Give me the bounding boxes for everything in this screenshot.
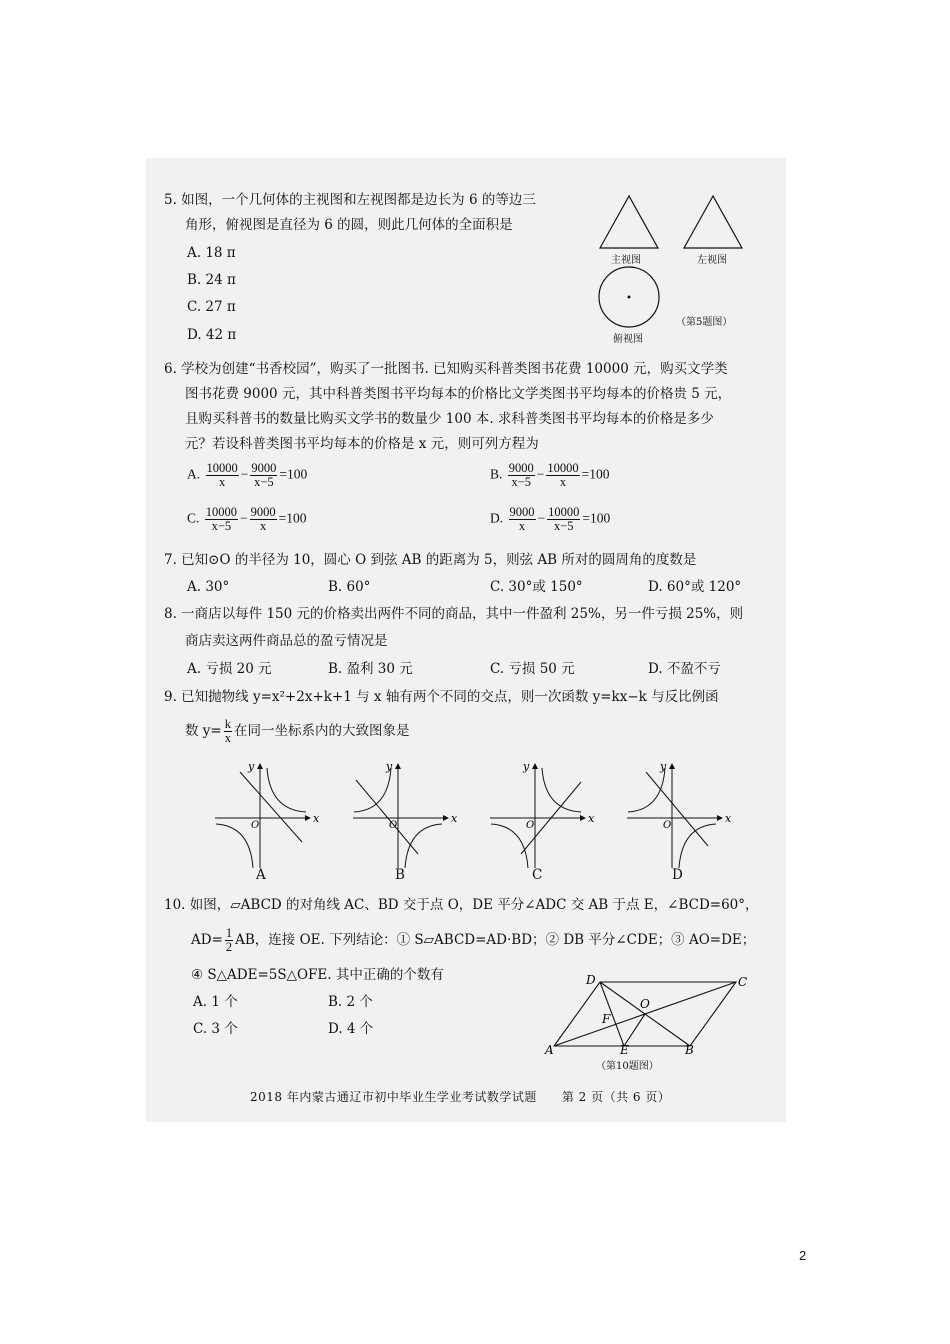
q10-option-d: D. 4 个 xyxy=(328,1021,374,1037)
q8-option-d: D. 不盈不亏 xyxy=(648,661,721,677)
q10-option-c: C. 3 个 xyxy=(193,1021,238,1037)
q9-graph-c xyxy=(485,758,595,878)
q9-graph-d xyxy=(622,758,732,878)
q6-line4: 元？若设科普类图书平均每本的价格是 x 元，则可列方程为 xyxy=(185,436,539,452)
point-o-label: O xyxy=(640,997,650,1011)
q9-graph-a xyxy=(210,758,320,878)
q6-line3: 且购买科普书的数量比购买文学书的数量少 100 本. 求科普类图书平均每本的价格是多少 xyxy=(185,411,714,427)
left-view-triangle xyxy=(684,196,742,248)
q7-option-a: A. 30° xyxy=(187,579,230,595)
q5-line1: 5. 如图，一个几何体的主视图和左视图都是边长为 6 的等边三 xyxy=(164,192,536,208)
q5-line2: 角形，俯视图是直径为 6 的圆，则此几何体的全面积是 xyxy=(185,217,513,233)
q6-line1: 6. 学校为创建“书香校园”，购买了一批图书. 已知购买科普类图书花费 10000 元，购买文学类 xyxy=(164,361,728,377)
q10-option-b: B. 2 个 xyxy=(328,994,373,1010)
axis-x-label: x xyxy=(313,812,320,825)
q8-line2: 商店卖这两件商品总的盈亏情况是 xyxy=(185,633,388,649)
top-view-label: 俯视图 xyxy=(613,334,643,345)
axis-y-label: y xyxy=(248,760,255,773)
q9-graph-b-label: B xyxy=(395,867,405,883)
q7-line1: 7. 已知⊙O 的半径为 10，圆心 O 到弦 AB 的距离为 5，则弦 AB 所对的圆周角的度数是 xyxy=(164,552,697,568)
q5-option-b: B. 24 π xyxy=(187,272,236,288)
q6-option-c: C. $\frac{10000}{x-5}$ − $\frac{9000}{x}$ =100 xyxy=(187,505,307,533)
axis-x-label: x xyxy=(588,812,595,825)
q8-option-c: C. 亏损 50 元 xyxy=(490,661,575,677)
q9-graph-d-label: D xyxy=(672,867,683,883)
page-footer: 2018 年内蒙古通辽市初中毕业生学业考试数学试题 第 2 页（共 6 页） xyxy=(250,1090,671,1104)
q10-line2: AD= $\frac{1}{2}$ AB，连接 OE. 下列结论：① S▱ABCD=AD·BD；② DB 平分∠CDE；③ AO=DE； xyxy=(191,926,756,954)
q6-option-b: B. $\frac{9000}{x-5}$ − $\frac{10000}{x}$ =100 xyxy=(490,461,610,489)
point-e-label: E xyxy=(620,1043,629,1057)
q9-graph-b xyxy=(348,758,458,878)
front-view-label: 主视图 xyxy=(611,255,641,266)
point-d-label: D xyxy=(586,973,596,987)
point-a-label: A xyxy=(545,1043,554,1057)
q9-line1: 9. 已知抛物线 y=x²+2x+k+1 与 x 轴有两个不同的交点，则一次函数 y=kx−k 与反比例函 xyxy=(164,689,719,705)
axis-y-label: y xyxy=(523,760,530,773)
q6-line2: 图书花费 9000 元，其中科普类图书平均每本的价格比文学类图书平均每本的价格贵 5 元， xyxy=(185,386,732,402)
q9-line2: 数 y= $\frac{k}{x}$ 在同一坐标系内的大致图象是 xyxy=(185,717,410,745)
q8-line1: 8. 一商店以每件 150 元的价格卖出两件不同的商品，其中一件盈利 25%，另一件亏损 25%，则 xyxy=(164,606,744,622)
q10-parallelogram-figure xyxy=(540,968,760,1068)
page-number: 2 xyxy=(799,1248,807,1263)
q9-graph-a-label: A xyxy=(256,867,266,883)
origin-label: O xyxy=(526,820,535,831)
q5-option-d: D. 42 π xyxy=(187,327,237,343)
q9-graph-c-label: C xyxy=(532,867,543,883)
front-view-triangle xyxy=(600,196,658,248)
q7-option-b: B. 60° xyxy=(328,579,371,595)
q7-option-d: D. 60°或 120° xyxy=(648,579,742,595)
axis-x-label: x xyxy=(725,812,732,825)
axis-y-label: y xyxy=(386,760,393,773)
q10-option-a: A. 1 个 xyxy=(193,994,238,1010)
axis-y-label: y xyxy=(660,760,667,773)
top-view-center-dot xyxy=(628,296,631,299)
q5-option-c: C. 27 π xyxy=(187,299,236,315)
q10-line1: 10. 如图，▱ABCD 的对角线 AC、BD 交于点 O，DE 平分∠ADC 交 AB 于点 E，∠BCD=60°， xyxy=(164,897,759,913)
q7-option-c: C. 30°或 150° xyxy=(490,579,583,595)
q8-option-a: A. 亏损 20 元 xyxy=(187,661,272,677)
q5-caption: （第5题图） xyxy=(676,317,733,328)
axis-x-label: x xyxy=(451,812,458,825)
origin-label: O xyxy=(251,820,260,831)
point-f-label: F xyxy=(602,1012,611,1026)
point-b-label: B xyxy=(685,1043,694,1057)
q6-option-a: A. $\frac{10000}{x}$ − $\frac{9000}{x-5}$ =100 xyxy=(187,461,308,489)
q5-option-a: A. 18 π xyxy=(187,245,236,261)
q10-line3: ④ S△ADE=5S△OFE. 其中正确的个数有 xyxy=(191,967,444,983)
origin-label: O xyxy=(389,820,398,831)
origin-label: O xyxy=(663,820,672,831)
q10-caption: （第10题图） xyxy=(596,1061,659,1072)
q6-option-d: D. $\frac{9000}{x}$ − $\frac{10000}{x-5}$ =100 xyxy=(490,505,611,533)
q8-option-b: B. 盈利 30 元 xyxy=(328,661,413,677)
point-c-label: C xyxy=(738,975,748,989)
left-view-label: 左视图 xyxy=(697,255,727,266)
